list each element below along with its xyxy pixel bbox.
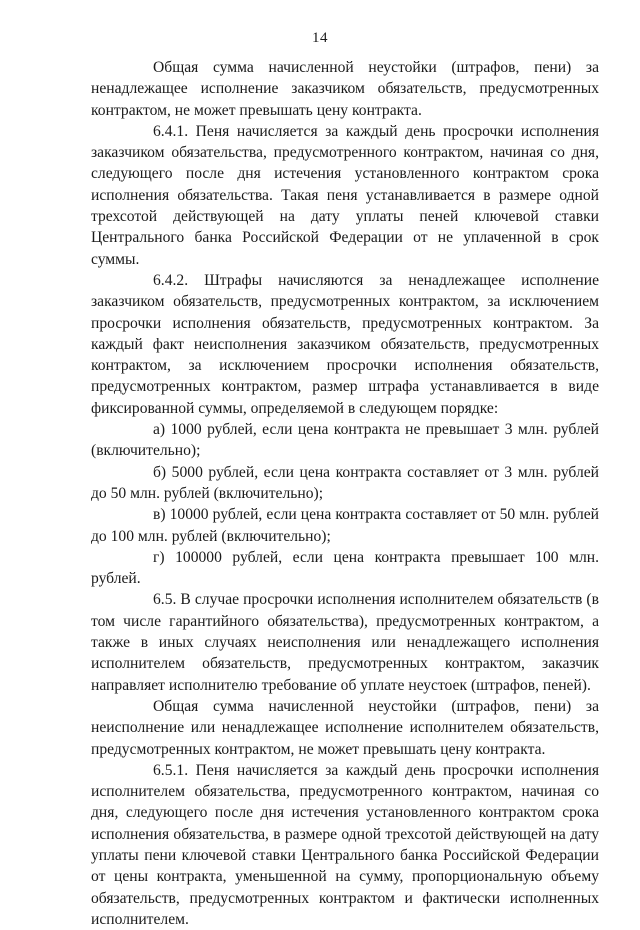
paragraph-total-penalty-contractor: Общая сумма начисленной неустойки (штрафов, пени) за неисполнение или ненадлежащее исполнение исполнителем обязательств, предусмотренных контрактом, не может превышать цену контракта. (91, 697, 599, 758)
paragraph-6-5-1: 6.5.1. Пеня начисляется за каждый день просрочки исполнения исполнителем обязательства, предусмотренного контрактом, начиная со дня, следующего после дня истечения установленного контрактом срока исполнения обязательства, в размере одной трехсотой действующей на дату уплаты пени ключевой ставки Центрального банка Российской Федерации от цены контракта, уменьшенной на сумму, пропорциональную объему обязательств, предусмотренных контрактом и фактически исполненных исполнителем. (91, 761, 599, 928)
document-body (91, 57, 599, 930)
page-number: 14 (312, 30, 328, 46)
paragraph-6-4-2: 6.4.2. Штрафы начисляются за ненадлежащее исполнение заказчиком обязательств, предусмотренных контрактом, за исключением просрочки исполнения обязательств, предусмотренных контрактом. За каждый факт неисполнения заказчиком обязательств, предусмотренных контрактом, за исключением просрочки исполнения обязательств, предусмотренных контрактом, размер штрафа устанавливается в виде фиксированной суммы, определяемой в следующем порядке: (91, 271, 599, 417)
paragraph-6-4-1: 6.4.1. Пеня начисляется за каждый день просрочки исполнения заказчиком обязательства, предусмотренного контрактом, начиная со дня, следующего после дня истечения установленного контрактом срока исполнения обязательства. Такая пеня устанавливается в размере одной трехсотой действующей на дату уплаты пеней ключевой ставки Центрального банка Российской Федерации от не уплаченной в срок суммы. (91, 122, 599, 268)
list-item-b: б) 5000 рублей, если цена контракта составляет от 3 млн. рублей до 50 млн. рублей (включительно); (91, 463, 599, 502)
list-item-a: а) 1000 рублей, если цена контракта не превышает 3 млн. рублей (включительно); (91, 421, 599, 460)
paragraph-total-penalty-customer: Общая сумма начисленной неустойки (штрафов, пени) за ненадлежащее исполнение заказчиком обязательств, предусмотренных контрактом, не может превышать цену контракта. (91, 59, 599, 119)
paragraph-6-5: 6.5. В случае просрочки исполнения исполнителем обязательств (в том числе гарантийного обязательства), предусмотренных контрактом, а также в иных случаях неисполнения или ненадлежащего исполнения исполнителем обязательств, предусмотренных контрактом, заказчик направляет исполнителю требование об уплате неустоек (штрафов, пеней). (91, 591, 599, 694)
list-item-v: в) 10000 рублей, если цена контракта составляет от 50 млн. рублей до 100 млн. рублей (включительно); (91, 506, 599, 545)
list-item-g: г) 100000 рублей, если цена контракта превышает 100 млн. рублей. (91, 548, 599, 588)
